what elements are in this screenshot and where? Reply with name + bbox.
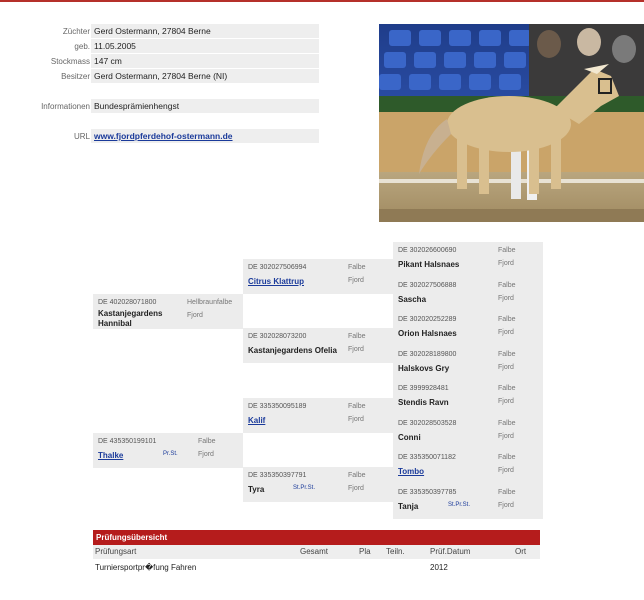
besitzer-label: Besitzer xyxy=(61,72,90,81)
breed: Fjord xyxy=(498,329,514,336)
breed: Fjord xyxy=(498,364,514,371)
horse-name: Kastanjegardens Hannibal xyxy=(98,309,163,328)
geb-value: 11.05.2005 xyxy=(91,39,319,53)
registration-number: DE 302020252289 xyxy=(398,316,457,323)
award-badge: Pr.St. xyxy=(163,451,178,457)
coat-color: Falbe xyxy=(498,282,516,289)
award-badge: St.Pr.St. xyxy=(293,485,316,491)
horse-name: Tyra xyxy=(248,485,265,494)
coat-color: Falbe xyxy=(348,403,366,410)
horse-name: Pikant Halsnaes xyxy=(398,260,460,269)
zuechter-label: Züchter xyxy=(62,27,90,36)
exam-overview-header: Prüfungsübersicht xyxy=(93,530,540,545)
registration-number: DE 302026600690 xyxy=(398,247,457,254)
coat-color: Falbe xyxy=(498,385,516,392)
breed: Fjord xyxy=(498,467,514,474)
horse-name: Sascha xyxy=(398,295,427,304)
breed: Fjord xyxy=(187,312,203,319)
col-header-ort: Ort xyxy=(515,547,527,556)
registration-number: DE 302028189800 xyxy=(398,351,457,358)
registration-number: DE 302027506888 xyxy=(398,282,457,289)
pedigree-sire-sire xyxy=(243,259,393,294)
breed: Fjord xyxy=(498,295,514,302)
col-header-datum: Prüf.Datum xyxy=(430,547,471,556)
breed: Fjord xyxy=(198,451,214,458)
coat-color: Hellbraunfalbe xyxy=(187,299,233,306)
pedigree-ancestor xyxy=(393,242,543,276)
registration-number: DE 335350071182 xyxy=(398,454,456,461)
col-header-gesamt: Gesamt xyxy=(300,547,329,556)
registration-number: DE 402028071800 xyxy=(98,299,157,306)
pedigree-ancestor xyxy=(393,449,543,483)
zuechter-value: Gerd Ostermann, 27804 Berne xyxy=(91,24,319,38)
besitzer-value: Gerd Ostermann, 27804 Berne (NI) xyxy=(91,69,319,83)
exam-date-cell: 2012 xyxy=(430,563,448,572)
pedigree-ancestor xyxy=(393,277,543,311)
breed: Fjord xyxy=(498,398,514,405)
horse-name-link[interactable]: Citrus Klattrup xyxy=(248,277,304,286)
top-accent-bar xyxy=(0,0,644,2)
stockmass-label: Stockmass xyxy=(50,57,90,66)
horse-name-link[interactable]: Tombo xyxy=(398,467,425,476)
url-field xyxy=(91,129,319,143)
coat-color: Falbe xyxy=(498,454,516,461)
coat-color: Falbe xyxy=(198,438,216,445)
informationen-label: Informationen xyxy=(41,102,90,111)
pedigree-dam-sire xyxy=(243,398,393,433)
registration-number: DE 335350095189 xyxy=(248,403,307,410)
coat-color: Falbe xyxy=(348,472,366,479)
col-header-teiln: Teiln. xyxy=(386,547,405,556)
horse-name: Orion Halsnaes xyxy=(398,329,457,338)
breed: Fjord xyxy=(348,416,364,423)
breed: Fjord xyxy=(348,277,364,284)
horse-photo xyxy=(379,24,644,222)
horse-name: Tanja xyxy=(398,502,419,511)
breed: Fjord xyxy=(498,260,514,267)
coat-color: Falbe xyxy=(348,333,366,340)
coat-color: Falbe xyxy=(498,420,516,427)
coat-color: Falbe xyxy=(348,264,366,271)
pedigree-ancestor xyxy=(393,311,543,345)
horse-name: Conni xyxy=(398,433,421,442)
coat-color: Falbe xyxy=(498,316,516,323)
breed: Fjord xyxy=(348,346,364,353)
award-badge: St.Pr.St. xyxy=(448,502,471,508)
url-label: URL xyxy=(73,132,90,141)
registration-number: DE 302027506994 xyxy=(248,264,307,271)
informationen-value: Bundesprämienhengst xyxy=(91,99,319,113)
coat-color: Falbe xyxy=(498,351,516,358)
breed: Fjord xyxy=(498,502,514,509)
registration-number: DE 335350397785 xyxy=(398,489,457,496)
coat-color: Falbe xyxy=(498,247,516,254)
registration-number: DE 302028503528 xyxy=(398,420,457,427)
pedigree-dam xyxy=(93,433,243,468)
col-header-pruefungsart: Prüfungsart xyxy=(95,547,137,556)
pedigree-ancestor xyxy=(393,346,543,380)
pedigree-ancestor xyxy=(393,484,543,518)
horse-name-link[interactable]: Kalif xyxy=(248,416,266,425)
breed: Fjord xyxy=(498,433,514,440)
stockmass-value: 147 cm xyxy=(91,54,319,68)
coat-color: Falbe xyxy=(498,489,516,496)
pedigree-dam-dam xyxy=(243,467,393,502)
pedigree-sire-dam xyxy=(243,328,393,363)
geb-label: geb. xyxy=(74,42,90,51)
exam-type-cell: Turniersportpr�fung Fahren xyxy=(95,563,197,572)
horse-name: Kastanjegardens Ofelia xyxy=(248,346,337,355)
homepage-link[interactable]: www.fjordpferdehof-ostermann.de xyxy=(94,131,233,141)
pedigree-ancestor xyxy=(393,380,543,414)
breed: Fjord xyxy=(348,485,364,492)
col-header-pla: Pla xyxy=(359,547,371,556)
pedigree-sire xyxy=(93,294,243,329)
registration-number: DE 435350199101 xyxy=(98,438,157,445)
pedigree-ancestor xyxy=(393,415,543,449)
registration-number: DE 302028073200 xyxy=(248,333,307,340)
registration-number: DE 3999928481 xyxy=(398,385,449,392)
horse-name: Halskovs Gry xyxy=(398,364,450,373)
horse-name: Stendis Ravn xyxy=(398,398,449,407)
registration-number: DE 335350397791 xyxy=(248,472,307,479)
horse-name-link[interactable]: Thalke xyxy=(98,451,124,460)
